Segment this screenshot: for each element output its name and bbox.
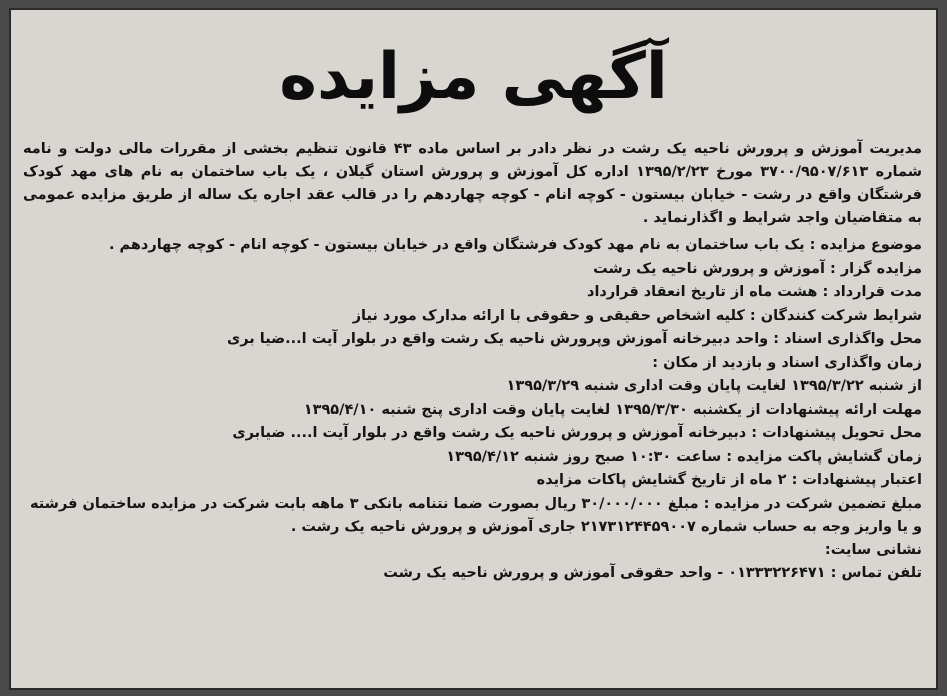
notice-line-auctioneer: مزایده گزار : آموزش و پرورش ناحیه یک رشت (593, 260, 922, 277)
notice-website: نشانی سایت: (824, 541, 922, 558)
notice-phone: تلفن تماس : ۰۱۳۳۳۲۲۶۴۷۱ - واحد حقوقی آموزش و پرورش ناحیه یک رشت (383, 565, 922, 581)
notice-line-participant-conditions: شرایط شرکت کنندگان : کلیه اشخاص حقیقی و حقوقی با ارائه مدارک مورد نیاز (352, 307, 922, 324)
notice-line-validity: اعتبار پیشنهادات : ۲ ماه از تاریخ گشایش پاکات مزایده (536, 472, 922, 488)
notice-guarantee: مبلغ تضمین شرکت در مزایده : مبلغ ۳۰/۰۰۰/۰۰۰ ریال بصورت ضما نتنامه بانکی ۳ ماهه بابت شرکت در مزایده ساختمان فرشته و یا واریز وجه به حساب شماره ۲۱۷۳۱۲۴۴۵۹۰۰۷ جاری آموزش و پرورش ناحیه یک رشت . (29, 495, 922, 535)
notice-title: آگهی مزایده (279, 40, 668, 114)
notice-line-subject: موضوع مزایده : یک باب ساختمان به نام مهد کودک فرشتگان واقع در خیابان بیستون - کوچه انام - کوچه چهاردهم . (108, 237, 922, 253)
notice-line-opening-time: زمان گشایش پاکت مزایده : ساعت ۱۰:۳۰ صبح روز شنبه ۱۳۹۵/۴/۱۲ (446, 448, 922, 465)
notice-body (23, 138, 922, 586)
notice-line-documents-dates: از شنبه ۱۳۹۵/۳/۲۲ لغایت پایان وقت اداری شنبه ۱۳۹۵/۳/۲۹ (506, 378, 922, 394)
notice-line-proposal-delivery: محل تحویل پیشنهادات : دبیرخانه آموزش و پرورش ناحیه یک رشت واقع در بلوار آیت ا.... ضیابری (232, 425, 922, 441)
notice-line-contract-duration: مدت قرارداد : هشت ماه از تاریخ انعقاد قرارداد (587, 284, 922, 300)
notice-paper (9, 8, 938, 690)
notice-line-proposal-deadline: مهلت ارائه پیشنهادات از یکشنبه ۱۳۹۵/۳/۳۰ لغایت پایان وقت اداری پنج شنبه ۱۳۹۵/۴/۱۰ (303, 401, 922, 418)
notice-intro: مدیریت آموزش و پرورش ناحیه یک رشت در نظر دادر بر اساس ماده ۴۳ قانون تنظیم بخشی از مقررات مالی دولت و نامه شماره ۳۷۰۰/۹۵۰۷/۶۱۳ مورخ ۱۳۹۵/۲/۲۳ اداره کل آموزش و پرورش استان گیلان ، یک باب ساختمان به نام های مهد کودک فرشتگان واقع در رشت - خیابان بیستون - کوچه انام - کوچه چهاردهم را در قالب عقد اجاره یک ساله از طریق مزایده عمومی به متقاضیان واجد شرایط و اگذارنماید . (23, 141, 922, 226)
notice-line-documents-time: زمان واگذاری اسناد و بازدید از مکان : (652, 354, 922, 371)
notice-line-documents-location: محل واگذاری اسناد : واحد دبیرخانه آموزش وپرورش ناحیه یک رشت واقع در بلوار آیت ا...ضیا بری (226, 331, 922, 347)
